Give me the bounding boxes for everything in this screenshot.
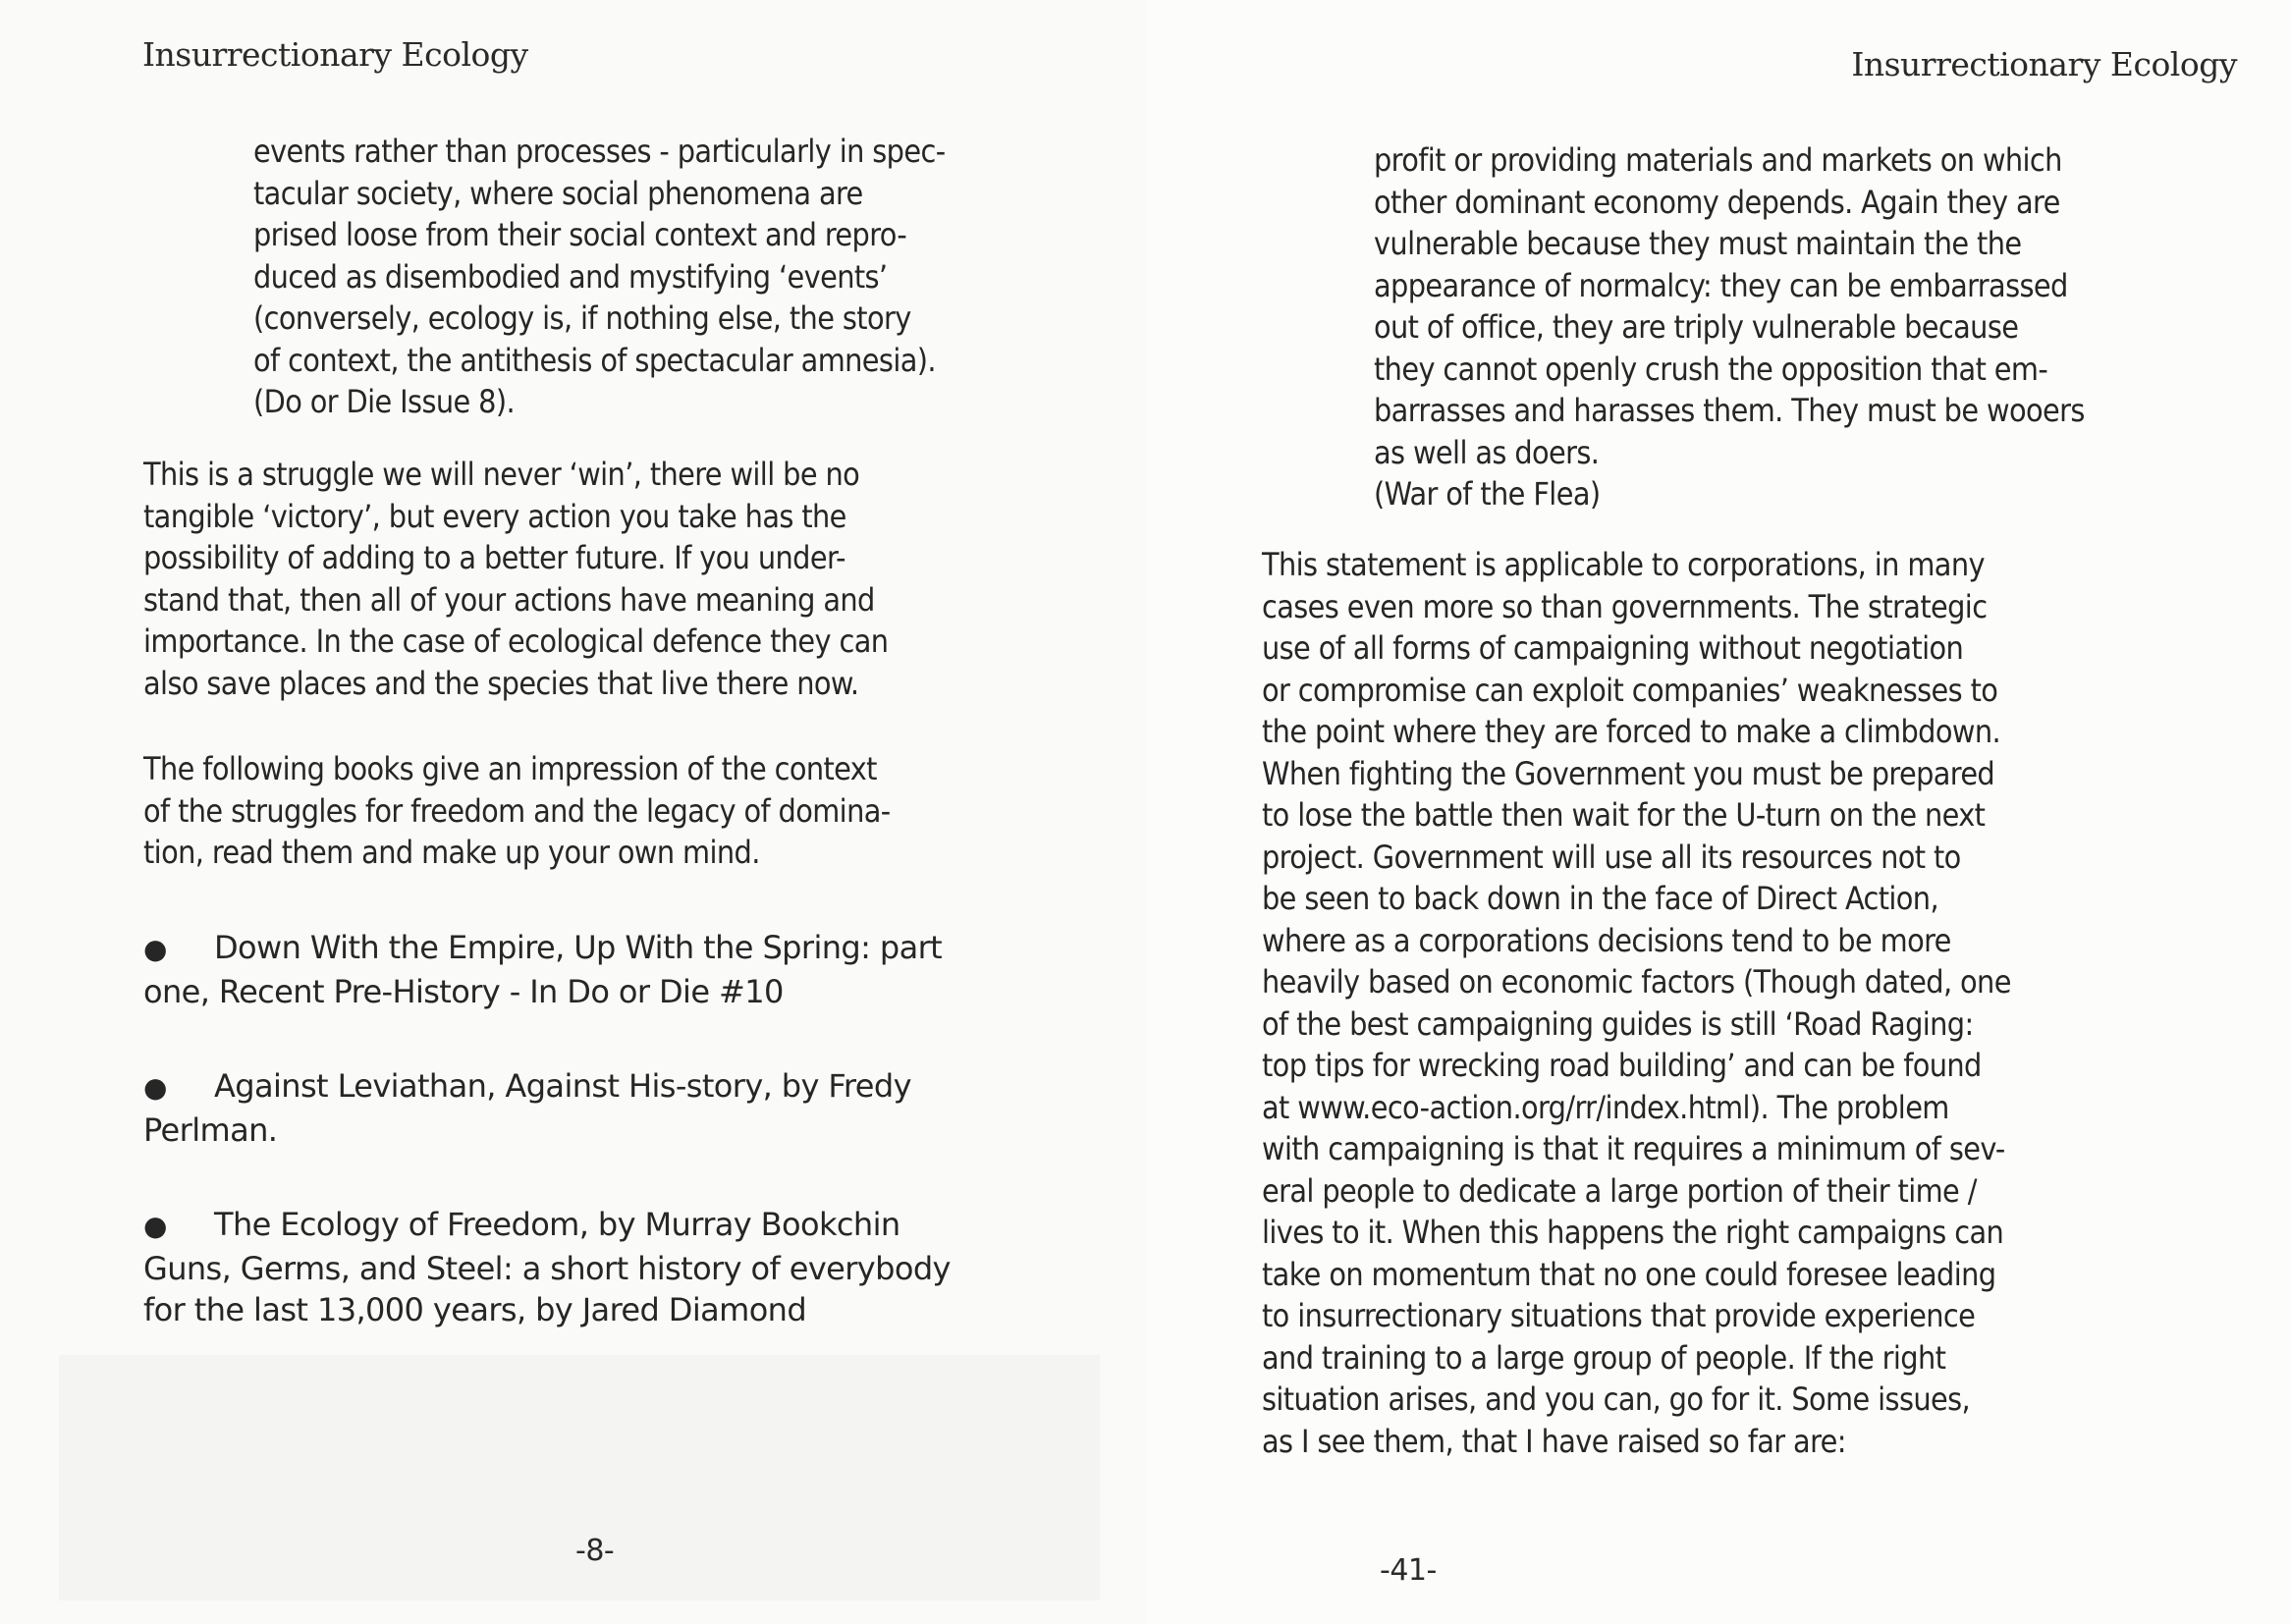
text-line: take on momentum that no one could foresee leading bbox=[1262, 1255, 1996, 1293]
text-line: tangible ‘victory’, but every action you take has the bbox=[143, 497, 846, 535]
text-line: of the struggles for freedom and the legacy of domina- bbox=[143, 791, 891, 830]
quote-line: tacular society, where social phenomena are bbox=[253, 174, 863, 212]
quote-line: as well as doers. bbox=[1374, 433, 1600, 471]
book-title: Guns, Germs, and Steel: a short history of everybody bbox=[143, 1249, 951, 1287]
quote-line: out of office, they are triply vulnerable because bbox=[1374, 308, 2019, 346]
quote-line: profit or providing materials and markets on which bbox=[1374, 141, 2062, 179]
quote-line: of context, the antithesis of spectacular amnesia). bbox=[253, 341, 936, 379]
text-line: where as a corporations decisions tend to be more bbox=[1262, 921, 1951, 959]
quote-line: barrasses and harasses them. They must be wooers bbox=[1374, 392, 2085, 429]
block-quote bbox=[253, 131, 946, 423]
text-line: possibility of adding to a better future. If you under- bbox=[143, 539, 845, 576]
text-line: and training to a large group of people. If the right bbox=[1262, 1338, 1946, 1377]
book-title: for the last 13,000 years, by Jared Diamond bbox=[143, 1291, 807, 1328]
body-paragraph bbox=[143, 748, 891, 874]
text-line: importance. In the case of ecological defence they can bbox=[143, 623, 889, 660]
text-line: at www.eco-action.org/rr/index.html). The problem bbox=[1262, 1088, 1949, 1126]
page-number: -41- bbox=[1380, 1553, 1437, 1588]
quote-citation: (Do or Die Issue 8). bbox=[253, 383, 516, 420]
text-line: project. Government will use all its resources not to bbox=[1262, 838, 1961, 876]
text-line: This is a struggle we will never ‘win’, there will be no bbox=[143, 456, 860, 493]
text-line: the point where they are forced to make a climbdown. bbox=[1262, 713, 2001, 750]
text-line: top tips for wrecking road building’ and can be found bbox=[1262, 1047, 1982, 1084]
text-line: with campaigning is that it requires a minimum of sev- bbox=[1262, 1130, 2005, 1167]
text-line: When fighting the Government you must be prepared bbox=[1262, 754, 1995, 792]
quote-line: appearance of normalcy: they can be embarrassed bbox=[1374, 266, 2068, 304]
text-line: lives to it. When this happens the right campaigns can bbox=[1262, 1214, 2004, 1251]
quote-line: events rather than processes - particularly in spec- bbox=[253, 133, 946, 170]
text-line: to insurrectionary situations that provide experience bbox=[1262, 1297, 1976, 1334]
text-line: as I see them, that I have raised so far are: bbox=[1262, 1422, 1846, 1460]
text-line: or compromise can exploit companies’ weaknesses to bbox=[1262, 671, 1998, 709]
bullet-icon: ● bbox=[143, 933, 167, 965]
page-number: -8- bbox=[575, 1534, 615, 1568]
text-line: This statement is applicable to corporations, in many bbox=[1262, 546, 1985, 583]
book-list-item bbox=[143, 1065, 911, 1151]
text-line: be seen to back down in the face of Direct Action, bbox=[1262, 880, 1939, 917]
book-title: Down With the Empire, Up With the Spring: part bbox=[214, 929, 943, 966]
book-title: Perlman. bbox=[143, 1110, 278, 1149]
quote-line: (conversely, ecology is, if nothing else, the story bbox=[253, 299, 911, 337]
text-line: of the best campaigning guides is still ‘Road Raging: bbox=[1262, 1004, 1974, 1043]
text-line: heavily based on economic factors (Though dated, one bbox=[1262, 963, 2011, 1001]
quote-line: vulnerable because they must maintain the the bbox=[1374, 225, 2022, 262]
quote-line: other dominant economy depends. Again they are bbox=[1374, 183, 2060, 221]
bullet-icon: ● bbox=[143, 1210, 167, 1242]
body-paragraph bbox=[1262, 544, 2011, 1462]
body-paragraph bbox=[143, 454, 888, 704]
text-line: to lose the battle then wait for the U-turn on the next bbox=[1262, 796, 1986, 834]
text-line: eral people to dedicate a large portion of their time / bbox=[1262, 1171, 1977, 1210]
book-list-item bbox=[143, 1204, 951, 1331]
text-line: The following books give an impression of the context bbox=[143, 750, 877, 787]
text-line: tion, read them and make up your own mind. bbox=[143, 834, 760, 871]
text-line: use of all forms of campaigning without negotiation bbox=[1262, 629, 1964, 667]
running-head: Insurrectionary Ecology bbox=[1851, 45, 2237, 83]
book-list-item bbox=[143, 927, 942, 1012]
block-quote bbox=[1374, 139, 2085, 515]
book-title: one, Recent Pre-History - In Do or Die #10 bbox=[143, 972, 784, 1010]
quote-line: duced as disembodied and mystifying ‘events’ bbox=[253, 257, 888, 296]
running-head: Insurrectionary Ecology bbox=[142, 35, 528, 74]
book-title: The Ecology of Freedom, by Murray Bookchin bbox=[214, 1206, 900, 1243]
quote-line: prised loose from their social context and repro- bbox=[253, 216, 907, 253]
quote-line: they cannot openly crush the opposition that em- bbox=[1374, 350, 2048, 388]
text-line: cases even more so than governments. The strategic bbox=[1262, 587, 1988, 625]
bullet-icon: ● bbox=[143, 1071, 167, 1104]
text-line: situation arises, and you can, go for it. Some issues, bbox=[1262, 1380, 1971, 1418]
text-line: also save places and the species that live there now. bbox=[143, 664, 859, 702]
text-line: stand that, then all of your actions have meaning and bbox=[143, 580, 875, 619]
quote-citation: (War of the Flea) bbox=[1374, 475, 1601, 513]
book-title: Against Leviathan, Against His-story, by Fredy bbox=[214, 1067, 911, 1105]
